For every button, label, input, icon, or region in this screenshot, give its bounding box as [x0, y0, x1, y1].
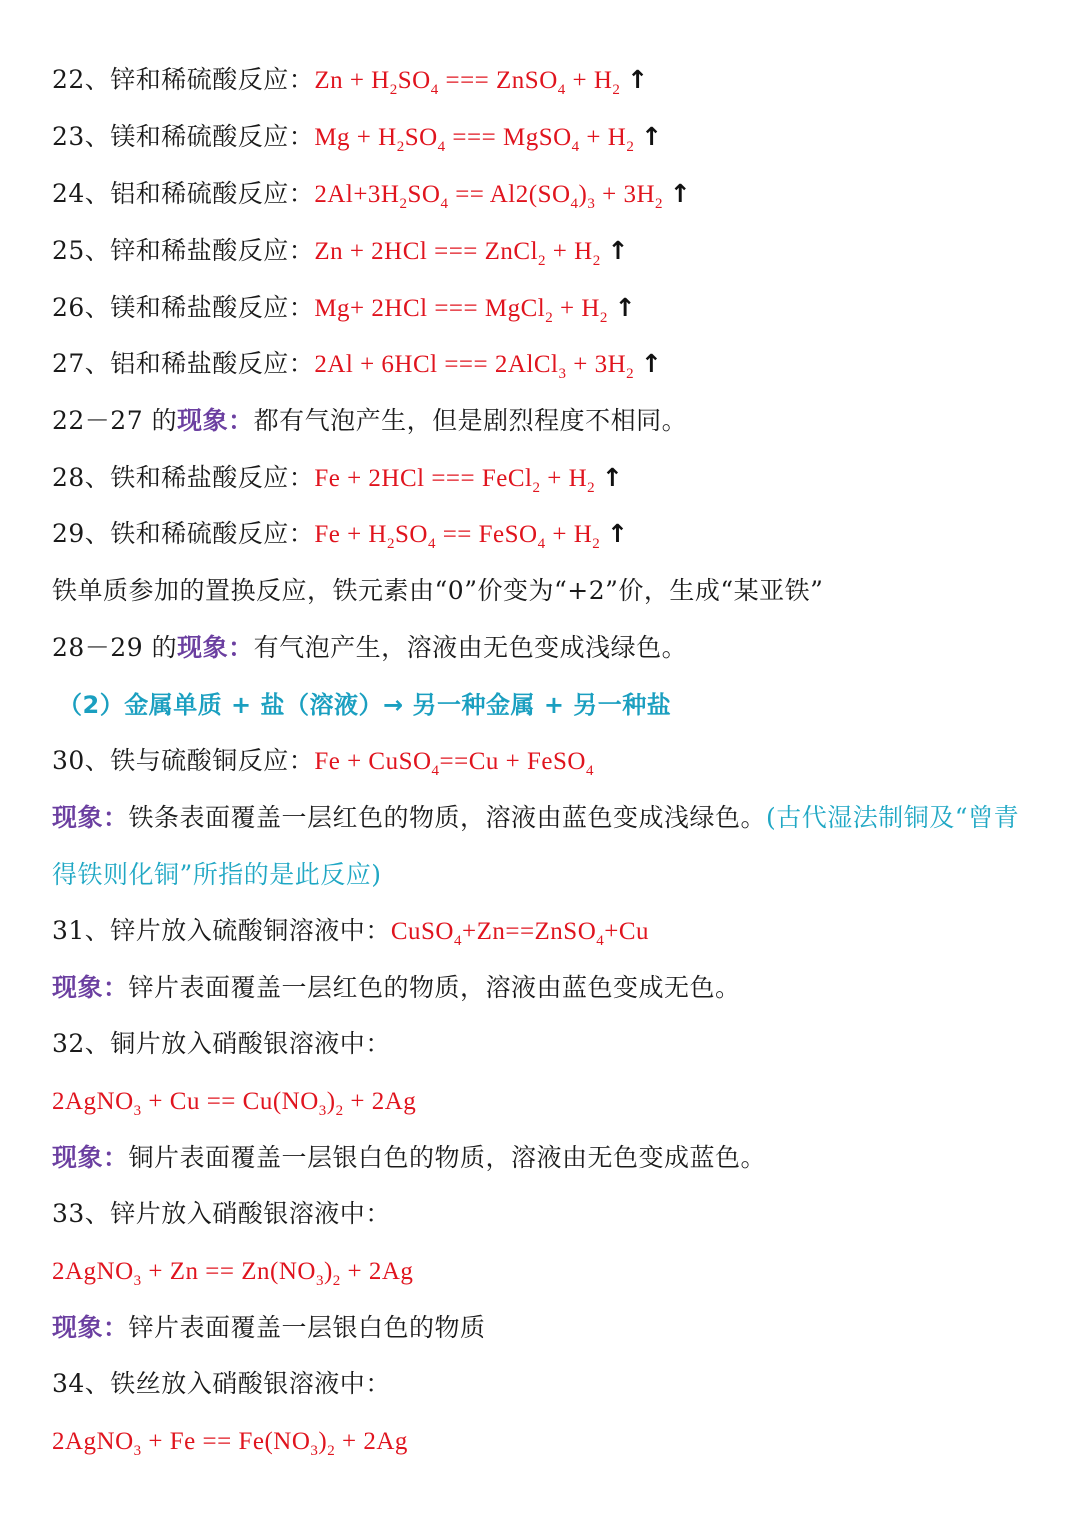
reaction-label-34: 34、铁丝放入硝酸银溶液中：	[52, 1369, 391, 1398]
reaction-label: 24、铝和稀硫酸反应：	[52, 179, 315, 208]
reaction-equation: Fe + CuSO$_4$==Cu + FeSO$_4$	[314, 748, 594, 779]
phenomenon-label: 现象：	[52, 1313, 129, 1342]
reaction-label: 28、铁和稀盐酸反应：	[52, 463, 315, 492]
phenomenon-text: 锌片表面覆盖一层银白色的物质	[128, 1313, 486, 1342]
reaction-line-23	[52, 115, 1040, 159]
reaction-equation: Zn + 2HCl === ZnCl$_2$ + $H_2$	[314, 238, 601, 269]
reaction-equation: $Mg + H_2SO_4$ === MgSO$_4$ + $H_2$	[314, 124, 635, 155]
phenomenon-prefix: 22－27 的	[52, 406, 178, 435]
phenomenon-30	[52, 796, 1040, 840]
reaction-equation: $Fe + H_2SO_4$ == FeSO$_4$ + $H_2$	[314, 521, 601, 552]
reaction-equation: $Zn + H_2SO_4$ === ZnSO$_4$ + $H_2$	[314, 67, 621, 98]
phenomenon-text: 都有气泡产生，但是剧烈程度不相同。	[253, 406, 688, 435]
reaction-line-22	[52, 58, 1040, 102]
phenomenon-label: 现象：	[52, 973, 129, 1002]
phenomenon-32	[52, 1136, 1040, 1180]
reaction-line-32	[52, 1079, 1040, 1123]
reaction-label: 26、镁和稀盐酸反应：	[52, 293, 315, 322]
gas-arrow-icon: ↑	[640, 349, 663, 378]
reaction-label: 25、锌和稀盐酸反应：	[52, 236, 315, 265]
phenomenon-text: 有气泡产生，溶液由无色变成浅绿色。	[253, 633, 688, 662]
phenomenon-label: 现象：	[177, 633, 254, 662]
reaction-line-24	[52, 172, 1040, 216]
reaction-equation: 2AgNO$_3$ + $Zn == Zn(NO_3)_2 + 2Ag$	[52, 1258, 414, 1289]
gas-arrow-icon: ↑	[627, 65, 649, 94]
phenomenon-22-27	[52, 399, 1040, 443]
section-heading: （2）金属单质 + 盐（溶液）→ 另一种金属 + 另一种盐	[58, 691, 672, 719]
phenomenon-33	[52, 1306, 1040, 1350]
reaction-label-33: 33、锌片放入硝酸银溶液中：	[52, 1199, 391, 1228]
phenomenon-label: 现象：	[177, 406, 254, 435]
phenomenon-prefix: 28－29 的	[52, 633, 178, 662]
reaction-line-27	[52, 342, 1040, 386]
phenomenon-text: 铁条表面覆盖一层红色的物质，溶液由蓝色变成浅绿色。	[128, 803, 767, 832]
reaction-line-25	[52, 229, 1040, 273]
reaction-line-30	[52, 739, 1040, 783]
reaction-line-31	[52, 909, 1040, 953]
phenomenon-text: 锌片表面覆盖一层红色的物质，溶液由蓝色变成无色。	[128, 973, 741, 1002]
reaction-line-33	[52, 1249, 1040, 1293]
reaction-equation: 2Al + 6HCl === 2AlCl$_3$ + $3H_2$	[314, 351, 635, 382]
phenomenon-30-note-cont: 得铁则化铜”所指的是此反应)	[52, 860, 382, 889]
gas-arrow-icon: ↑	[669, 179, 692, 208]
reaction-equation: Mg+ 2HCl === MgCl$_2$ + $H_2$	[314, 295, 608, 326]
reaction-line-26	[52, 286, 1040, 330]
phenomenon-text: 铜片表面覆盖一层银白色的物质，溶液由无色变成蓝色。	[128, 1143, 767, 1172]
reaction-line-29	[52, 512, 1040, 556]
iron-note: 铁单质参加的置换反应，铁元素由“0”价变为“+2”价，生成“某亚铁”	[52, 576, 824, 605]
phenomenon-label: 现象：	[52, 803, 129, 832]
reaction-equation: 2AgNO$_3$ + $Cu == Cu(NO_3)_2 + 2Ag$	[52, 1088, 417, 1119]
phenomenon-note: (古代湿法制铜及“曾青	[766, 803, 1020, 832]
gas-arrow-icon: ↑	[607, 236, 629, 265]
phenomenon-label: 现象：	[52, 1143, 129, 1172]
reaction-line-28	[52, 456, 1040, 500]
reaction-label: 30、铁与硫酸铜反应：	[52, 746, 315, 775]
gas-arrow-icon: ↑	[607, 519, 629, 548]
reaction-label-32: 32、铜片放入硝酸银溶液中：	[52, 1029, 391, 1058]
reaction-line-34	[52, 1419, 1040, 1463]
gas-arrow-icon: ↑	[614, 293, 637, 322]
gas-arrow-icon: ↑	[601, 463, 624, 492]
reaction-label: 31、锌片放入硫酸铜溶液中：	[52, 916, 391, 945]
phenomenon-31	[52, 966, 1040, 1010]
reaction-equation: Fe + 2HCl === FeCl$_2$ + $H_2$	[314, 465, 596, 496]
reaction-equation: 2AgNO$_3$ + $Fe == Fe(NO_3)_2 + 2Ag$	[52, 1428, 408, 1459]
reaction-label: 23、镁和稀硫酸反应：	[52, 122, 315, 151]
reaction-label: 29、铁和稀硫酸反应：	[52, 519, 315, 548]
reaction-equation: $2Al+3H_2SO_4 == Al2(SO_4)_3 + 3H_2$	[314, 181, 664, 212]
gas-arrow-icon: ↑	[641, 122, 663, 151]
reaction-label: 27、铝和稀盐酸反应：	[52, 349, 315, 378]
reaction-equation: CuSO$_4$+Zn==ZnSO$_4$+Cu	[390, 918, 650, 949]
phenomenon-28-29	[52, 626, 1040, 670]
reaction-label: 22、锌和稀硫酸反应：	[52, 65, 315, 94]
